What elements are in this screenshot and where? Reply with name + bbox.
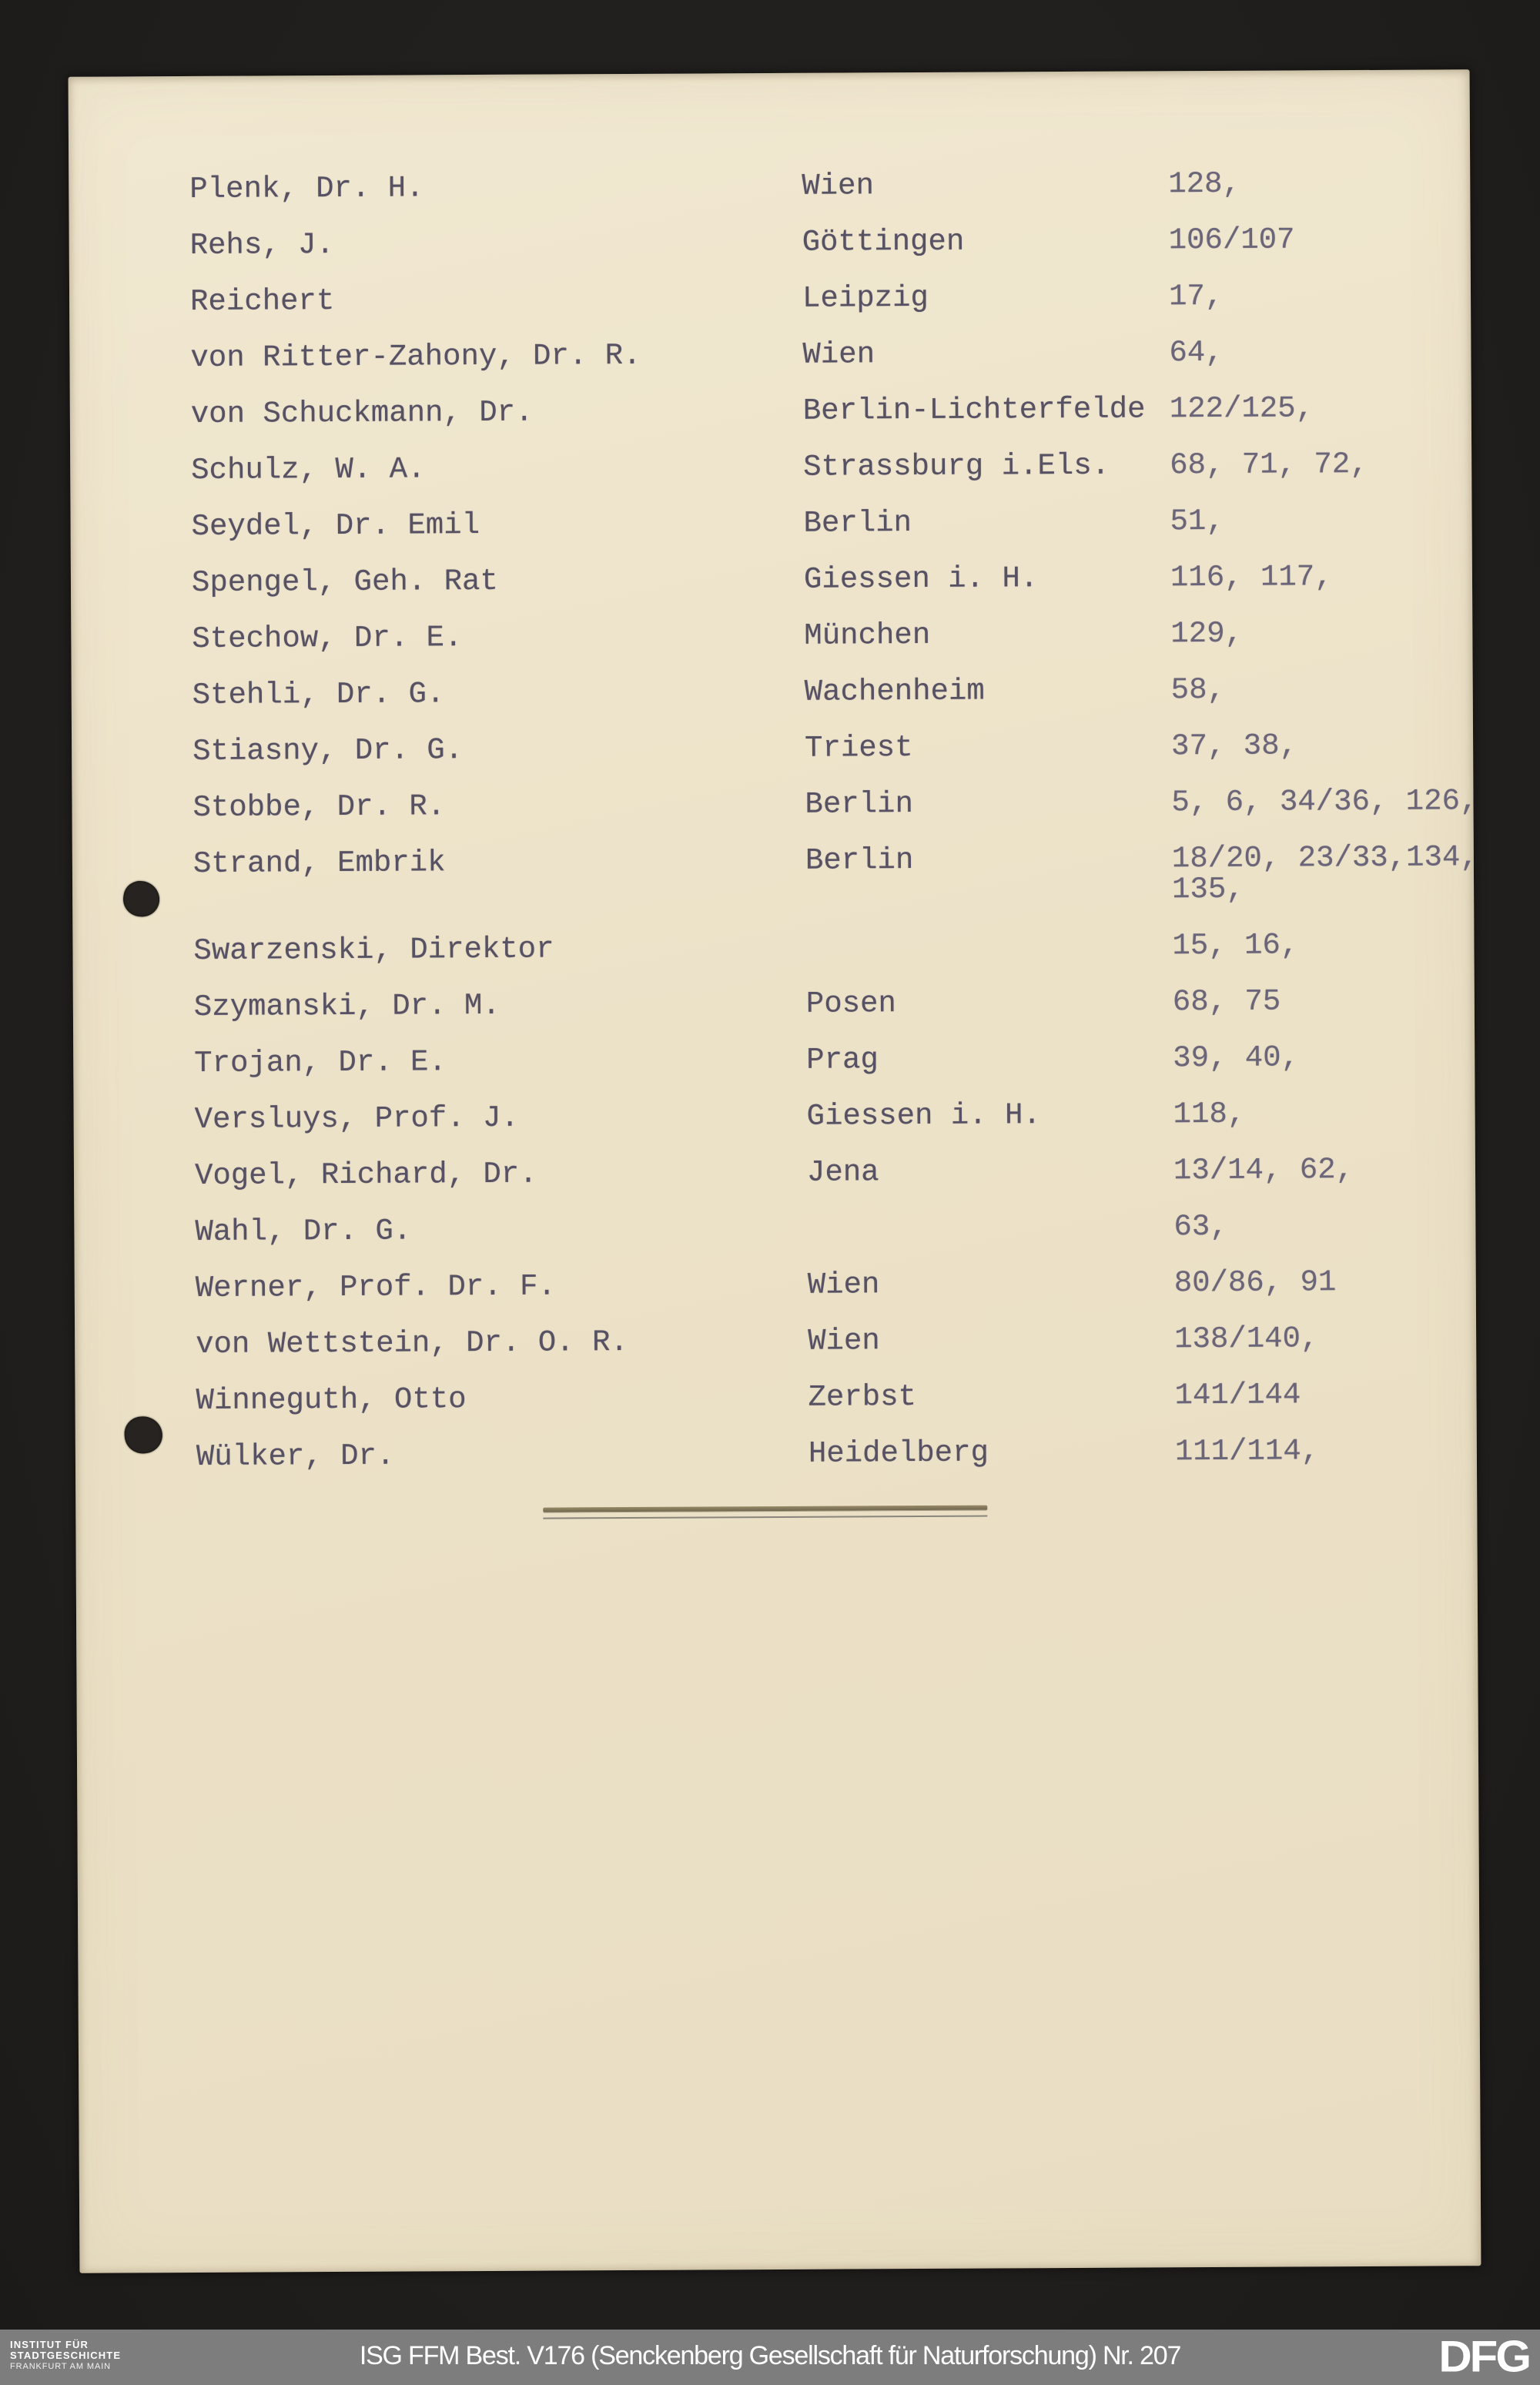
index-row: [192, 784, 1478, 849]
person-name: Werner, Prof. Dr. F.: [195, 1269, 556, 1305]
person-name: Stiasny, Dr. G.: [192, 733, 464, 769]
scanned-document-page: [69, 69, 1481, 2273]
index-row: [193, 929, 1464, 992]
person-name: Stehli, Dr. G.: [192, 677, 445, 712]
institute-line3: FRANKFURT AM MAIN: [10, 2362, 112, 2371]
person-pages-line1: 122/125,: [1169, 391, 1314, 427]
person-pages-line1: 128,: [1168, 166, 1241, 202]
person-name: Strand, Embrik: [192, 846, 446, 881]
person-pages-line1: 17,: [1168, 279, 1224, 314]
person-city: Wien: [802, 169, 875, 203]
person-name: Vogel, Richard, Dr.: [194, 1157, 537, 1193]
person-pages-line1: 68, 71, 72,: [1170, 447, 1368, 483]
person-city: Giessen i. H.: [806, 1098, 1041, 1134]
person-pages-line1: 116, 117,: [1170, 560, 1333, 595]
person-pages: [1170, 616, 1244, 652]
person-pages: [1171, 730, 1297, 762]
person-city: Leipzig: [802, 280, 929, 316]
rule-line-top: [543, 1506, 987, 1512]
person-city: Heidelberg: [808, 1435, 989, 1471]
person-pages: [1169, 281, 1223, 312]
person-name: Wahl, Dr. G.: [195, 1214, 412, 1249]
person-name: Spengel, Geh. Rat: [191, 564, 498, 600]
person-city: Triest: [805, 731, 913, 765]
dfg-logo: DFG: [1438, 2331, 1529, 2381]
person-pages: [1170, 561, 1333, 593]
index-row: [196, 1378, 1466, 1442]
person-pages-line1: 15, 16,: [1172, 928, 1299, 963]
person-pages: [1175, 1435, 1319, 1467]
person-city: Jena: [806, 1155, 879, 1190]
index-row: [195, 1097, 1465, 1161]
index-row: [192, 617, 1462, 680]
person-pages: [1172, 842, 1478, 905]
person-name: Trojan, Dr. E.: [194, 1045, 447, 1080]
person-city: Berlin: [805, 843, 914, 878]
person-pages: [1173, 1211, 1227, 1242]
person-city: Prag: [806, 1043, 879, 1077]
person-pages-line1: 138/140,: [1174, 1321, 1319, 1357]
index-row: [189, 167, 1460, 230]
archive-footer-bar: [0, 2330, 1540, 2385]
person-name: Reichert: [189, 283, 335, 319]
person-name: von Ritter-Zahony, Dr. R.: [190, 338, 641, 375]
institute-line2: STADTGESCHICHTE: [10, 2350, 122, 2361]
index-row: [190, 336, 1461, 399]
person-pages: [1171, 786, 1478, 818]
index-row: [192, 673, 1463, 736]
person-city: Zerbst: [808, 1380, 917, 1415]
person-city: Posen: [805, 986, 897, 1021]
person-pages: [1174, 1323, 1318, 1355]
person-pages: [1170, 449, 1368, 481]
punch-hole-lower: [123, 1415, 164, 1455]
index-row: [196, 1266, 1466, 1329]
person-pages: [1169, 391, 1314, 427]
person-city: Berlin: [805, 787, 914, 822]
person-pages-line1: 64,: [1169, 335, 1224, 370]
person-name: Seydel, Dr. Emil: [191, 507, 480, 544]
person-pages: [1168, 166, 1241, 202]
person-pages: [1173, 1099, 1246, 1130]
archive-reference-caption: ISG FFM Best. V176 (Senckenberg Gesellschaft für Naturforschung) Nr. 207: [359, 2340, 1181, 2370]
person-pages-line1: 39, 40,: [1173, 1040, 1300, 1076]
person-pages: [1173, 1154, 1354, 1186]
index-row: [194, 985, 1465, 1048]
institute-line1: INSTITUT FÜR: [10, 2339, 89, 2350]
person-name: Stobbe, Dr. R.: [192, 789, 446, 825]
person-city: München: [804, 618, 931, 653]
person-pages-line1: 13/14, 62,: [1173, 1153, 1354, 1188]
person-pages: [1173, 986, 1281, 1018]
person-pages: [1170, 506, 1224, 537]
person-pages: [1173, 1042, 1299, 1074]
person-name: von Schuckmann, Dr.: [190, 395, 534, 431]
index-row: [191, 392, 1461, 455]
person-pages-line1: 63,: [1173, 1209, 1228, 1244]
person-pages: [1170, 672, 1226, 708]
person-name: Plenk, Dr. H.: [189, 171, 424, 206]
person-pages-line1: 141/144: [1174, 1378, 1301, 1413]
rule-line-bottom: [543, 1516, 987, 1519]
person-city: Berlin: [803, 506, 912, 541]
person-city: Strassburg i.Els.: [803, 448, 1110, 484]
person-name: Schulz, W. A.: [191, 452, 426, 487]
person-pages-line1: 5, 6, 34/36, 126,: [1171, 784, 1478, 820]
person-pages: [1174, 1379, 1301, 1411]
person-name: Versluys, Prof. J.: [194, 1100, 520, 1137]
index-row: [192, 729, 1463, 792]
person-pages-line1: 80/86, 91: [1173, 1265, 1337, 1301]
person-pages-line1: 106/107: [1168, 223, 1295, 258]
person-city: Wachenheim: [804, 674, 985, 709]
index-row: [192, 561, 1462, 624]
index-row: [194, 1041, 1465, 1104]
person-name: Rehs, J.: [189, 227, 335, 263]
end-of-index-rule: [543, 1506, 987, 1519]
index-row: [196, 1435, 1467, 1498]
index-list: [189, 166, 1478, 1498]
person-pages: [1169, 224, 1295, 256]
person-name: Stechow, Dr. E.: [192, 621, 463, 656]
index-row: [190, 223, 1461, 286]
person-name: von Wettstein, Dr. O. R.: [196, 1325, 628, 1362]
person-city: Giessen i. H.: [803, 561, 1039, 597]
person-pages-line1: 68, 75: [1172, 984, 1281, 1020]
person-pages: [1169, 337, 1223, 368]
person-name: Winneguth, Otto: [196, 1382, 467, 1418]
person-city: Wien: [808, 1324, 880, 1358]
person-pages-line1: 111/114,: [1174, 1434, 1320, 1469]
person-pages-line1: 37, 38,: [1171, 729, 1298, 764]
index-row: [196, 1322, 1466, 1385]
index-row: [191, 448, 1461, 511]
index-row: [192, 504, 1462, 568]
person-pages: [1173, 1265, 1337, 1301]
person-pages-line1: 18/20, 23/33,134,: [1171, 840, 1478, 876]
index-row: [192, 840, 1478, 936]
person-name: Wülker, Dr.: [196, 1439, 395, 1474]
person-city: Göttingen: [802, 224, 965, 260]
person-pages-line1: 58,: [1170, 672, 1226, 708]
index-row: [190, 280, 1461, 343]
index-row: [195, 1154, 1465, 1217]
person-name: Szymanski, Dr. M.: [193, 988, 500, 1024]
person-pages-line1: 118,: [1173, 1097, 1246, 1132]
person-pages-line1: 51,: [1170, 504, 1224, 539]
institute-logo: [10, 2340, 121, 2372]
person-city: Berlin-Lichterfelde: [802, 392, 1146, 428]
person-name: Swarzenski, Direktor: [193, 932, 554, 968]
person-pages-line1: 129,: [1170, 616, 1244, 652]
person-city: Wien: [802, 337, 875, 372]
person-pages-line2: 135,: [1171, 872, 1244, 907]
person-pages: [1172, 930, 1298, 961]
index-row: [195, 1210, 1465, 1273]
person-city: Wien: [807, 1268, 880, 1302]
punch-hole-upper: [121, 879, 162, 919]
